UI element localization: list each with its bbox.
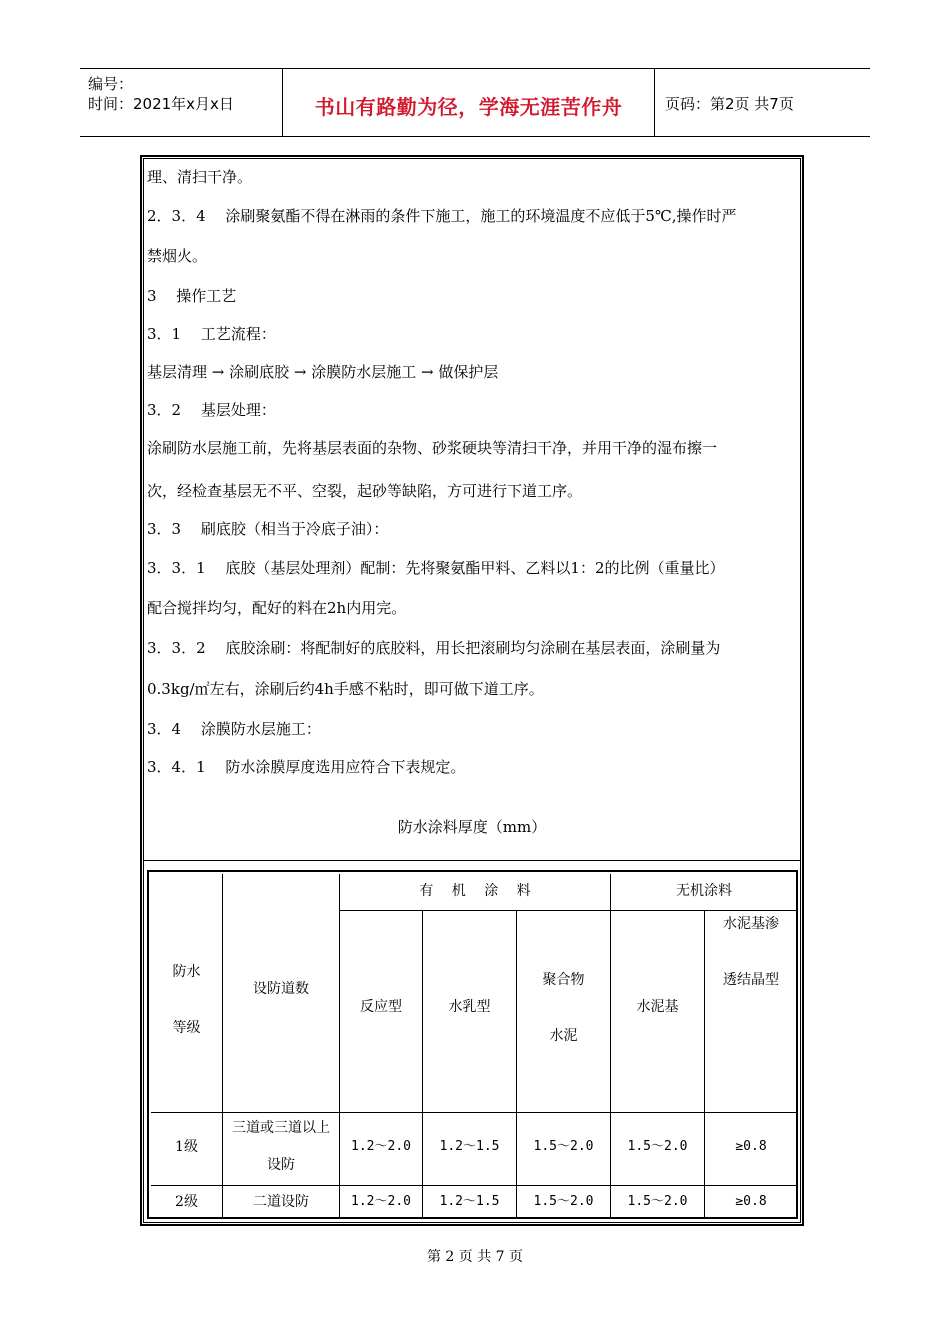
- page-footer: 第 2 页 共 7 页: [426, 1249, 524, 1265]
- process-flow: 基层清理 → 涂刷底胶 → 涂膜防水层施工 → 做保护层: [147, 363, 499, 381]
- table-row-2-grade: 2级: [175, 1194, 198, 1210]
- document-code-label: 编号：: [88, 75, 134, 93]
- table-grid-line: [151, 1185, 797, 1186]
- header-cement-based: 水泥基: [636, 999, 679, 1015]
- header-meta: [80, 69, 283, 136]
- page-indicator: 页码：第2页 共7页: [665, 95, 794, 113]
- table-grid-line: [151, 1112, 797, 1113]
- table-row-1-polymer-cement: 1.5～2.0: [533, 1139, 594, 1154]
- header-crystalline: 水泥基渗 透结晶型: [723, 916, 779, 988]
- header-page-cell: [655, 69, 870, 136]
- table-row-2-emulsion: 1.2～1.5: [439, 1194, 500, 1209]
- section-heading: 3．2 基层处理：: [147, 401, 276, 419]
- header-organic-group: 有 机 涂 料: [419, 883, 531, 899]
- table-row-2-polymer-cement: 1.5～2.0: [533, 1194, 594, 1209]
- caption-divider: [143, 860, 801, 861]
- body-line: 配合搅拌均匀，配好的料在2h内用完。: [147, 599, 407, 617]
- section-heading: 3 操作工艺: [147, 287, 237, 305]
- page-header: [80, 68, 870, 137]
- document-date: 时间：2021年x月x日: [88, 95, 234, 113]
- table-row-2-reactive: 1.2～2.0: [351, 1194, 411, 1209]
- header-reactive: 反应型: [360, 999, 402, 1015]
- motto: 书山有路勤为径，学海无涯苦作舟: [314, 95, 623, 119]
- table-grid-line: [339, 874, 340, 1218]
- table-row-2-layers: 二道设防: [253, 1194, 309, 1210]
- header-grade: 防水 等级: [172, 964, 201, 1036]
- header-emulsion: 水乳型: [448, 999, 491, 1015]
- table-row-1-grade: 1级: [175, 1139, 198, 1155]
- header-layers: 设防道数: [253, 981, 309, 997]
- table-row-1-emulsion: 1.2～1.5: [439, 1139, 500, 1154]
- table-row-1-reactive: 1.2～2.0: [351, 1139, 411, 1154]
- table-row-1-cement-based: 1.5～2.0: [627, 1139, 688, 1154]
- section-heading: 3．3 刷底胶（相当于冷底子油）：: [147, 520, 389, 538]
- body-line: 禁烟火。: [147, 247, 208, 265]
- body-line: 2．3．4 涂刷聚氨酯不得在淋雨的条件下施工，施工的环境温度不应低于5℃,操作时严: [147, 207, 737, 225]
- body-line: 0.3kg/㎡左右，涂刷后约4h手感不粘时，即可做下道工序。: [147, 680, 544, 698]
- table-caption: 防水涂料厚度（mm）: [397, 818, 547, 836]
- body-line: 3．3．1 底胶（基层处理剂）配制：先将聚氨酯甲料、乙料以1：2的比例（重量比）: [147, 559, 725, 577]
- body-line: 涂刷防水层施工前，先将基层表面的杂物、砂浆硬块等清扫干净，并用干净的湿布擦一: [147, 439, 718, 457]
- table-grid-line: [610, 874, 611, 1218]
- table-grid-line: [516, 910, 517, 1218]
- body-line: 次，经检查基层无不平、空裂，起砂等缺陷，方可进行下道工序。: [147, 482, 583, 500]
- table-row-1-layers: 三道或三道以上 设防: [232, 1120, 330, 1173]
- table-row-2-crystalline: ≥0.8: [735, 1194, 767, 1209]
- section-heading: 3．4 涂膜防水层施工：: [147, 720, 321, 738]
- table-row-1-crystalline: ≥0.8: [735, 1139, 767, 1154]
- body-line: 理、清扫干净。: [147, 168, 253, 186]
- header-polymer-cement: 聚合物 水泥: [542, 972, 585, 1044]
- table-row-2-cement-based: 1.5～2.0: [627, 1194, 688, 1209]
- header-inorganic-group: 无机涂料: [676, 883, 732, 899]
- table-grid-line: [422, 910, 423, 1218]
- body-line: 3．3．2 底胶涂刷：将配制好的底胶料，用长把滚刷均匀涂刷在基层表面，涂刷量为: [147, 639, 721, 657]
- header-motto-cell: [283, 69, 655, 136]
- section-heading: 3．1 工艺流程：: [147, 325, 276, 343]
- body-line: 3．4．1 防水涂膜厚度选用应符合下表规定。: [147, 758, 466, 776]
